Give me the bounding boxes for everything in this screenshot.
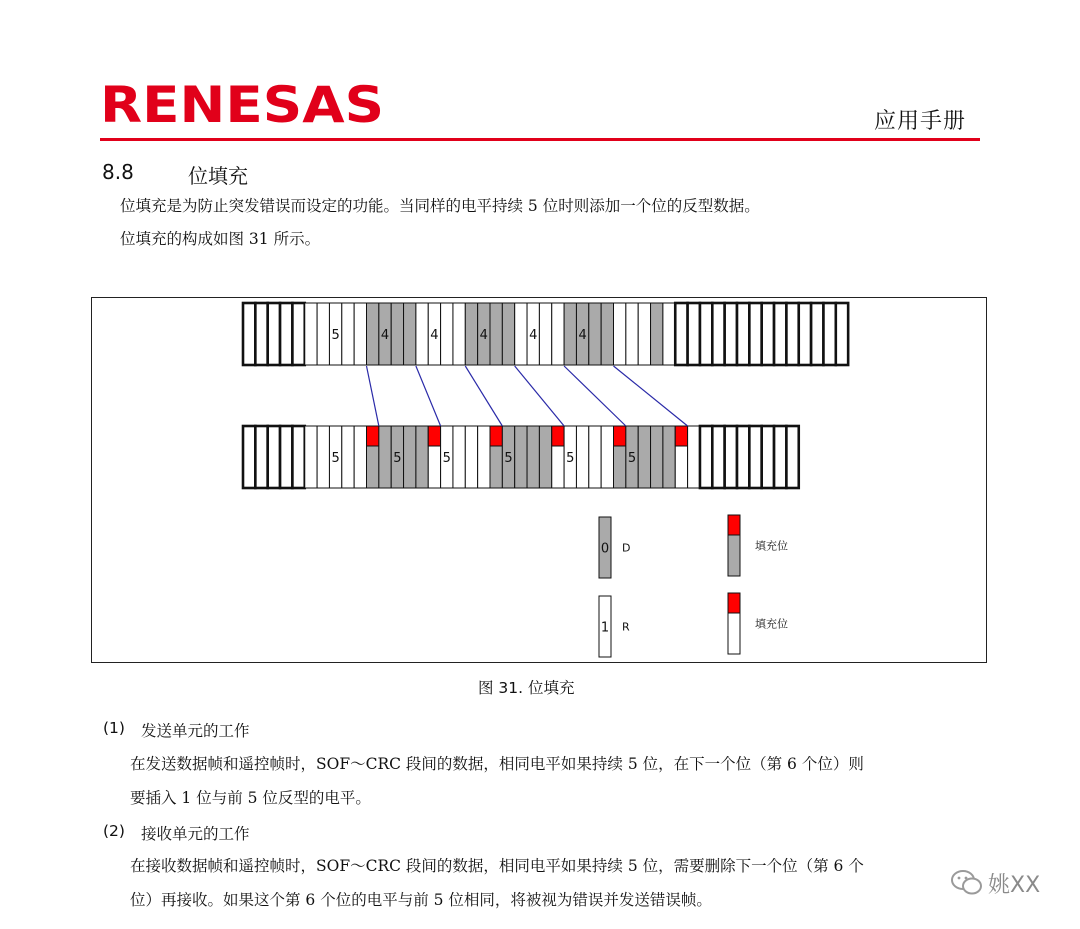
bit-cell [367, 303, 379, 365]
run-length-label: 5 [627, 451, 637, 466]
bit-cell [317, 426, 329, 488]
frame-end-bit [280, 303, 292, 365]
bit-cell [305, 426, 317, 488]
bit-cell [638, 303, 650, 365]
bit-cell [515, 426, 527, 488]
frame-end-bit [774, 303, 786, 365]
subsection-number: (2) [103, 822, 125, 840]
renesas-logo [98, 76, 388, 132]
bit-cell [663, 426, 675, 488]
legend-label: D [622, 541, 631, 555]
frame-end-bit [799, 303, 811, 365]
subsection-text: 在接收数据帧和遥控帧时，SOF～CRC 段间的数据，相同电平如果持续 5 位，需要删除下一个位（第 6 个 [130, 857, 864, 875]
run-length-label: 5 [442, 451, 451, 466]
bit-cell [626, 303, 638, 365]
bit-cell [441, 303, 453, 365]
run-length-label: 5 [504, 451, 513, 466]
stuff-bit-marker [614, 426, 626, 446]
watermark-text: 姚XX [988, 873, 1041, 898]
intro-paragraph: 位填充是为防止突发错误而设定的功能。当同样的电平持续 5 位时则添加一个位的反型数据。 [120, 197, 760, 215]
subsection-text: 在发送数据帧和遥控帧时，SOF～CRC 段间的数据，相同电平如果持续 5 位，在下一个位（第 6 个位）则 [130, 755, 864, 773]
bit-cell [515, 303, 527, 365]
bit-cell [465, 426, 477, 488]
frame-end-bit [786, 303, 798, 365]
subsection-title: 发送单元的工作 [141, 722, 250, 740]
subsection-number: (1) [103, 719, 125, 737]
bit-cell [379, 426, 391, 488]
frame-end-bit [737, 303, 749, 365]
bit-cell [601, 426, 613, 488]
subsection-text: 位）再接收。如果这个第 6 个位的电平与前 5 位相同，将被视为错误并发送错误帧。 [130, 891, 712, 909]
frame-end-bit [688, 303, 700, 365]
bit-cell [601, 303, 613, 365]
original-bitstream [243, 303, 848, 365]
frame-end-bit [836, 303, 848, 365]
frame-end-bit [712, 426, 724, 488]
manual-title: 应用手册 [874, 109, 967, 134]
bit-cell [391, 303, 403, 365]
frame-end-bit [255, 426, 267, 488]
frame-end-bit [292, 303, 304, 365]
legend-label: 填充位 [755, 539, 788, 553]
bit-stuffing-figure [91, 297, 988, 665]
subsection-title: 接收单元的工作 [141, 825, 250, 843]
frame-end-bit [700, 426, 712, 488]
frame-end-bit [762, 426, 774, 488]
bit-cell [527, 426, 539, 488]
bit-cell [305, 303, 317, 365]
bit-cell [354, 426, 366, 488]
legend-label: R [622, 620, 630, 634]
bit-cell [317, 303, 329, 365]
frame-end-bit [268, 303, 280, 365]
figure-caption: 图 31. 位填充 [478, 679, 575, 697]
frame-end-bit [725, 426, 737, 488]
bit-cell [614, 303, 626, 365]
stuffed-bitstream [243, 426, 799, 488]
bit-cell [342, 303, 354, 365]
section-title: 位填充 [188, 164, 248, 188]
bit-cell [663, 303, 675, 365]
run-length-label: 4 [479, 328, 488, 343]
bit-cell [688, 426, 700, 488]
frame-end-bit [675, 303, 687, 365]
frame-end-bit [712, 303, 724, 365]
frame-end-bit [268, 426, 280, 488]
frame-end-bit [280, 426, 292, 488]
bit-cell [453, 303, 465, 365]
bit-cell [638, 426, 650, 488]
bit-cell [342, 426, 354, 488]
bit-cell [478, 426, 490, 488]
bit-cell [416, 426, 428, 488]
bit-cell [589, 303, 601, 365]
bit-cell [416, 303, 428, 365]
legend-stuff-marker [728, 515, 740, 535]
frame-end-bit [762, 303, 774, 365]
frame-end-bit [700, 303, 712, 365]
bit-cell [539, 426, 551, 488]
frame-end-bit [786, 426, 798, 488]
intro-paragraph: 位填充的构成如图 31 所示。 [120, 230, 321, 248]
frame-end-bit [737, 426, 749, 488]
bit-cell [589, 426, 601, 488]
bit-cell [502, 303, 514, 365]
legend-bit-value: 1 [600, 620, 610, 636]
run-length-label: 5 [566, 451, 575, 466]
run-length-label: 4 [430, 328, 439, 343]
wechat-icon [950, 868, 984, 898]
frame-end-bit [774, 426, 786, 488]
header-divider [100, 138, 980, 141]
frame-end-bit [255, 303, 267, 365]
run-length-label: 5 [331, 451, 340, 466]
bit-cell [651, 303, 663, 365]
bit-cell [651, 426, 663, 488]
frame-end-bit [749, 426, 761, 488]
run-length-label: 5 [393, 451, 402, 466]
legend-bit-value: 0 [600, 541, 610, 557]
frame-end-bit [725, 303, 737, 365]
run-length-label: 5 [331, 328, 340, 343]
bit-cell [404, 426, 416, 488]
frame-end-bit [243, 303, 255, 365]
bit-cell [453, 426, 465, 488]
bit-cell [465, 303, 477, 365]
bit-cell [354, 303, 366, 365]
frame-end-bit [811, 303, 823, 365]
run-length-label: 4 [578, 328, 587, 343]
bit-cell [552, 303, 564, 365]
frame-end-bit [823, 303, 835, 365]
legend-label: 填充位 [755, 617, 788, 631]
stuff-bit-marker [675, 426, 687, 446]
bit-cell [576, 426, 588, 488]
stuff-bit-marker [367, 426, 379, 446]
legend-stuff-marker [728, 593, 740, 613]
bit-cell [490, 303, 502, 365]
frame-end-bit [243, 426, 255, 488]
bit-cell [539, 303, 551, 365]
run-length-label: 4 [529, 328, 538, 343]
stuff-bit-marker [552, 426, 564, 446]
stuff-bit-marker [428, 426, 440, 446]
subsection-text: 要插入 1 位与前 5 位反型的电平。 [130, 789, 371, 807]
bit-cell [404, 303, 416, 365]
stuff-bit-marker [490, 426, 502, 446]
frame-end-bit [749, 303, 761, 365]
svg-text:RENESAS: RENESAS [100, 76, 384, 132]
frame-end-bit [292, 426, 304, 488]
run-length-label: 4 [380, 328, 390, 343]
section-number: 8.8 [102, 160, 134, 184]
bit-cell [564, 303, 576, 365]
